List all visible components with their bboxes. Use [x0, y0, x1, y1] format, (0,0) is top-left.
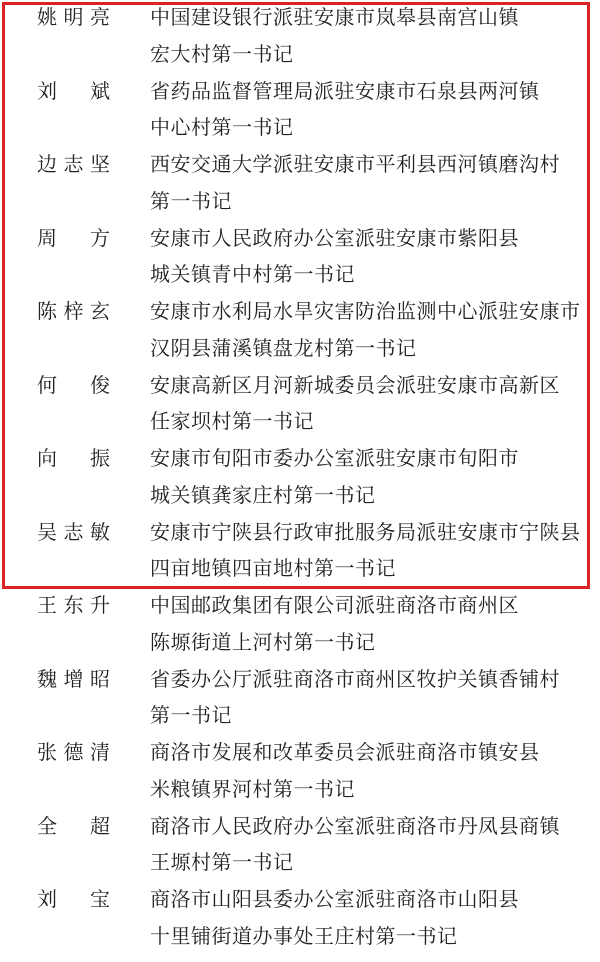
- person-name: 何 俊: [37, 374, 110, 397]
- assignment-line-2: 宏大村第一书记: [150, 43, 294, 66]
- entry-line-2: [0, 919, 600, 956]
- person-name: 魏增昭: [37, 668, 110, 691]
- assignment-line-1: 安康市水利局水旱灾害防治监测中心派驻安康市: [150, 301, 581, 323]
- person-name: 王东升: [37, 595, 110, 617]
- assignment-line-2: 城关镇青中村第一书记: [150, 264, 355, 287]
- entry-line-1: [0, 735, 600, 772]
- list-item: [0, 662, 600, 736]
- list-item: [0, 588, 600, 662]
- person-name: 姚明亮: [37, 7, 110, 29]
- entry-line-1: [0, 0, 600, 37]
- entry-line-2: [0, 331, 600, 368]
- person-name: 向 振: [37, 448, 110, 470]
- person-name: 吴志敏: [37, 521, 110, 544]
- assignment-line-1: 中国邮政集团有限公司派驻商洛市商州区: [150, 595, 519, 617]
- entry-line-1: [0, 74, 600, 111]
- assignment-line-1: 安康市人民政府办公室派驻安康市紫阳县: [150, 227, 519, 250]
- list-item: [0, 147, 600, 221]
- list-item: [0, 221, 600, 295]
- assignment-line-2: 四亩地镇四亩地村第一书记: [150, 558, 396, 581]
- assignment-line-2: 第一书记: [150, 190, 232, 213]
- entry-line-1: [0, 588, 600, 625]
- assignment-line-2: 陈塬街道上河村第一书记: [150, 631, 376, 654]
- assignment-line-1: 安康市旬阳市委办公室派驻安康市旬阳市: [150, 448, 519, 470]
- assignment-line-1: 省药品监督管理局派驻安康市石泉县两河镇: [150, 80, 540, 103]
- entry-line-2: [0, 110, 600, 147]
- person-name: 张德清: [37, 742, 110, 764]
- entry-line-2: [0, 478, 600, 515]
- assignment-line-2: 任家坝村第一书记: [150, 411, 314, 434]
- entry-line-1: [0, 294, 600, 331]
- list-item: [0, 294, 600, 368]
- entry-line-1: [0, 147, 600, 184]
- assignment-line-1: 西安交通大学派驻安康市平利县西河镇磨沟村: [150, 154, 560, 176]
- person-name: 全 超: [37, 815, 110, 838]
- entry-line-1: [0, 662, 600, 699]
- person-name: 刘 斌: [37, 80, 110, 103]
- list-item: [0, 809, 600, 883]
- list-item: [0, 882, 600, 956]
- list-item: [0, 735, 600, 809]
- entry-line-2: [0, 772, 600, 809]
- assignment-line-1: 商洛市山阳县委办公室派驻商洛市山阳县: [150, 889, 519, 911]
- list-item: [0, 74, 600, 148]
- assignment-line-1: 商洛市发展和改革委员会派驻商洛市镇安县: [150, 742, 540, 764]
- list-item: [0, 368, 600, 442]
- entry-line-1: [0, 809, 600, 846]
- assignment-line-1: 安康高新区月河新城委员会派驻安康市高新区: [150, 374, 560, 397]
- assignment-line-2: 城关镇龚家庄村第一书记: [150, 484, 376, 507]
- entry-line-1: [0, 441, 600, 478]
- assignment-line-1: 安康市宁陕县行政审批服务局派驻安康市宁陕县: [150, 521, 581, 544]
- assignment-line-2: 王塬村第一书记: [150, 852, 294, 875]
- assignment-line-2: 汉阴县蒲溪镇盘龙村第一书记: [150, 337, 417, 360]
- person-name: 陈梓玄: [37, 301, 110, 323]
- entry-line-2: [0, 257, 600, 294]
- assignment-line-2: 米粮镇界河村第一书记: [150, 778, 355, 801]
- entry-line-2: [0, 698, 600, 735]
- entry-line-2: [0, 845, 600, 882]
- list-item: [0, 0, 600, 74]
- entry-line-2: [0, 37, 600, 74]
- assignment-line-1: 商洛市人民政府办公室派驻商洛市丹凤县商镇: [150, 815, 560, 838]
- assignment-line-1: 省委办公厅派驻商洛市商州区牧护关镇香铺村: [150, 668, 560, 691]
- assignment-line-2: 中心村第一书记: [150, 117, 294, 140]
- entry-line-2: [0, 184, 600, 221]
- list-item: [0, 441, 600, 515]
- entry-line-1: [0, 882, 600, 919]
- person-name: 周 方: [37, 227, 110, 250]
- assignment-line-2: 第一书记: [150, 705, 232, 728]
- entry-line-2: [0, 625, 600, 662]
- entry-line-2: [0, 404, 600, 441]
- list-item: [0, 515, 600, 589]
- person-name: 边志坚: [37, 154, 110, 176]
- entry-line-1: [0, 221, 600, 258]
- assignment-line-1: 中国建设银行派驻安康市岚皋县南宫山镇: [150, 7, 519, 29]
- person-name: 刘 宝: [37, 889, 110, 911]
- entry-line-1: [0, 368, 600, 405]
- entry-line-1: [0, 515, 600, 552]
- assignment-line-2: 十里铺街道办事处王庄村第一书记: [150, 925, 458, 948]
- entry-line-2: [0, 551, 600, 588]
